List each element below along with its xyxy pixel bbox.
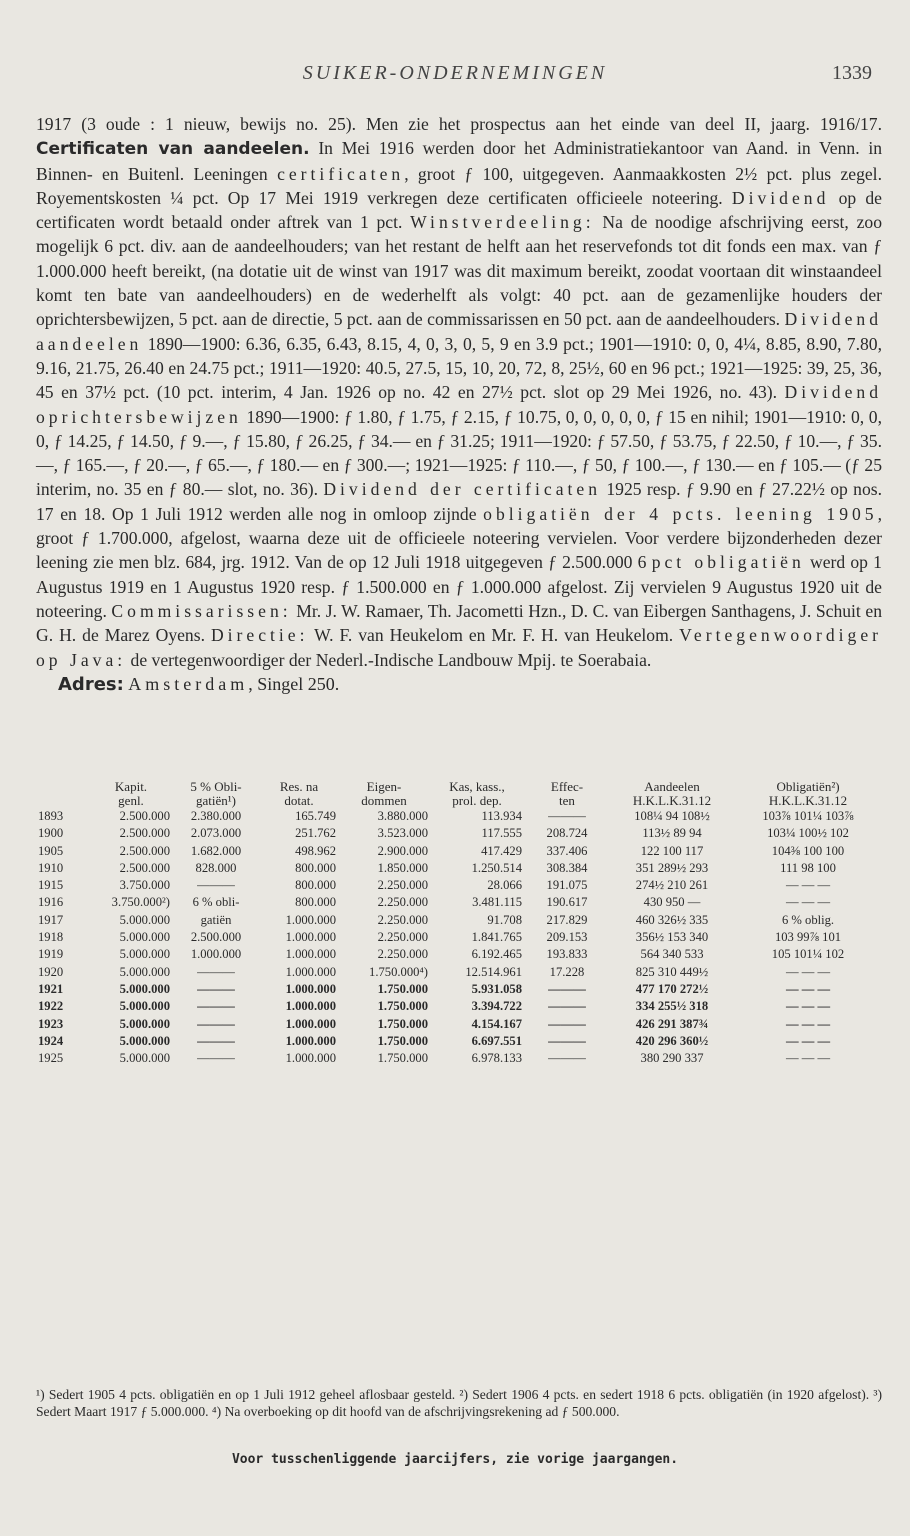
table-cell-eigen: 1.750.000 xyxy=(377,1033,428,1048)
table-cell-kas: 113.934 xyxy=(481,809,522,823)
table-cell-effec: 17.228 xyxy=(549,964,585,979)
table-cell-kas: 6.978.133 xyxy=(471,1051,522,1066)
column-header xyxy=(260,780,338,808)
table-cell-year: 1893 xyxy=(38,809,64,823)
table-cell-obl: 103⅞ 101¼ 103⅞ xyxy=(762,809,854,823)
table-row xyxy=(30,1016,882,1033)
table-cell-year: 1910 xyxy=(38,860,64,875)
spaced-dividend-oprichters: Dividend oprichtersbewijzen xyxy=(36,382,882,427)
spaced-amsterdam: Amsterdam xyxy=(128,673,249,694)
spaced-pct-obligatien: pct obligatiën xyxy=(651,552,805,573)
table-row xyxy=(30,946,882,963)
table-cell-oblig: 1.000.000 xyxy=(190,947,242,962)
body-text-3: , groot ƒ 100, uitgegeven. Aanmaakkosten 2½ pct. plus zegel. Royementskosten ¼ pct. Op 17 Mei 1919 verkregen deze certificaten officieele noteering. xyxy=(36,163,882,208)
table-cell-res: 1.000.000 xyxy=(285,1033,336,1048)
closing-note: Voor tusschenliggende jaarcijfers, zie vorige jaargangen. xyxy=(231,1452,679,1467)
table-cell-res: 1.000.000 xyxy=(285,981,336,996)
spaced-vertegenwoordiger: Vertegenwoordiger op Java: xyxy=(36,625,882,670)
table-cell-obl: — — — xyxy=(785,1033,831,1048)
table-row xyxy=(30,964,882,981)
table-cell-effec: ——— xyxy=(548,1033,586,1048)
table-cell-year: 1918 xyxy=(38,930,64,945)
table-cell-eigen: 1.750.000 xyxy=(377,999,428,1014)
table-cell-res: 1.000.000 xyxy=(285,930,336,945)
table-cell-obl: 105 101¼ 102 xyxy=(771,947,845,962)
table-row xyxy=(30,808,882,825)
table-cell-res: 800.000 xyxy=(295,860,336,875)
column-header-line1: Res. na xyxy=(279,779,319,794)
table-cell-eigen: 1.850.000 xyxy=(377,860,428,875)
table-cell-aand: 334 255½ 318 xyxy=(635,999,709,1014)
column-header-line1: Aandeelen xyxy=(644,779,700,794)
table-cell-obl: — — — xyxy=(785,1051,831,1066)
spaced-winstverdeeling: Winstverdeeling: xyxy=(410,212,595,233)
table-cell-effec: ——— xyxy=(548,999,586,1014)
table-row xyxy=(30,1050,882,1067)
table-row xyxy=(30,825,882,842)
table-cell-oblig: ——— xyxy=(197,981,235,996)
column-header-line1: Eigen- xyxy=(366,779,402,794)
table-cell-kapit: 5.000.000 xyxy=(119,964,170,979)
table-cell-year: 1915 xyxy=(38,878,64,893)
table-cell-eigen: 1.750.000⁴) xyxy=(369,964,428,979)
table-cell-aand: 380 290 337 xyxy=(640,1051,704,1066)
table-cell-obl: 103¼ 100½ 102 xyxy=(767,826,849,841)
table-cell-eigen: 3.523.000 xyxy=(377,826,428,841)
heading-adres: Adres: xyxy=(58,673,124,695)
table-cell-eigen: 2.900.000 xyxy=(377,843,428,858)
column-header xyxy=(30,780,90,808)
financial-table-grid xyxy=(30,780,882,1067)
column-header xyxy=(734,780,882,808)
page-header xyxy=(0,56,910,90)
table-cell-kas: 417.429 xyxy=(481,843,522,858)
table-cell-year: 1925 xyxy=(38,1051,64,1066)
table-cell-eigen: 3.880.000 xyxy=(377,809,428,823)
column-header-line2: gatiën¹) xyxy=(196,793,236,808)
table-cell-effec: 190.617 xyxy=(546,895,588,910)
table-row xyxy=(30,998,882,1015)
table-cell-res: 498.962 xyxy=(295,843,336,858)
table-cell-kapit: 5.000.000 xyxy=(119,947,170,962)
column-header xyxy=(172,780,260,808)
table-cell-obl: 6 % oblig. xyxy=(781,912,835,927)
table-cell-kas: 91.708 xyxy=(487,912,522,927)
table-cell-obl: — — — xyxy=(785,1016,831,1031)
table-cell-aand: 564 340 533 xyxy=(640,947,704,962)
table-cell-kapit: 2.500.000 xyxy=(119,860,170,875)
table-cell-kapit: 3.750.000²) xyxy=(111,895,170,910)
table-row xyxy=(30,981,882,998)
column-header-line2: dommen xyxy=(361,793,407,808)
table-cell-year: 1905 xyxy=(38,843,64,858)
table-cell-kas: 12.514.961 xyxy=(465,964,522,979)
table-cell-aand: 113½ 89 94 xyxy=(642,826,702,841)
table-row xyxy=(30,912,882,929)
table-cell-res: 1.000.000 xyxy=(285,912,336,927)
table-cell-kas: 1.250.514 xyxy=(471,860,522,875)
body-paragraph xyxy=(36,112,882,697)
spaced-dividend: Dividend xyxy=(731,187,830,208)
table-cell-eigen: 1.750.000 xyxy=(377,981,428,996)
table-cell-res: 1.000.000 xyxy=(285,964,336,979)
column-header xyxy=(90,780,172,808)
table-cell-kapit: 5.000.000 xyxy=(119,930,170,945)
table-cell-aand: 460 326½ 335 xyxy=(635,912,709,927)
table-cell-res: 1.000.000 xyxy=(285,947,336,962)
table-cell-oblig: ——— xyxy=(197,1033,235,1048)
table-cell-res: 1.000.000 xyxy=(285,1051,336,1066)
body-text-7: 1890—1900: ƒ 1.80, ƒ 1.75, ƒ 2.15, ƒ 10.75, 0, 0, 0, 0, 0, ƒ 15 en nihil; 1901—1910: 0, 0, 0, ƒ 14.25, ƒ 14.50, ƒ 9.—, ƒ 15.80, ƒ 26.25, ƒ 34.— en ƒ 31.25; 1911—1920: ƒ 57.50, ƒ 53.75, ƒ 22.50, ƒ 10.—, ƒ 35.—, ƒ 165.—, ƒ 20.—, ƒ 65.—, ƒ 180.— en ƒ 300.—; 1921—1925: ƒ 110.—, ƒ 50, ƒ 100.—, ƒ 130.— en ƒ 105.— (ƒ 25 interim, no. 35 en ƒ 80.— slot, no. 36). xyxy=(36,406,882,500)
table-cell-aand: 351 289½ 293 xyxy=(635,860,709,875)
table-body xyxy=(30,808,882,1067)
body-text-12: W. F. van Heukelom en Mr. F. H. van Heukelom. xyxy=(308,625,680,646)
table-cell-oblig: 6 % obli- xyxy=(192,895,240,910)
table-cell-kapit: 5.000.000 xyxy=(119,1051,170,1066)
table-row xyxy=(30,894,882,911)
body-text-4: op de certificaten wordt betaald onder aftrek van 1 pct. xyxy=(36,187,882,233)
table-cell-kas: 5.931.058 xyxy=(471,981,522,996)
table-cell-kas: 117.555 xyxy=(481,826,522,841)
column-header-line2: prol. dep. xyxy=(452,793,502,808)
body-text-14: , Singel 250. xyxy=(248,673,340,694)
body-text-13: de vertegenwoordiger der Nederl.-Indische Landbouw Mpij. te Soerabaia. xyxy=(126,649,652,670)
table-cell-obl: — — — xyxy=(785,964,831,979)
table-cell-oblig: 2.073.000 xyxy=(190,826,242,841)
column-header xyxy=(430,780,524,808)
table-row xyxy=(30,929,882,946)
table-cell-oblig: ——— xyxy=(197,1016,235,1031)
table-cell-year: 1916 xyxy=(38,895,64,910)
column-header-line1: Effec- xyxy=(550,779,584,794)
table-cell-res: 165.749 xyxy=(295,809,336,823)
table-cell-oblig: ——— xyxy=(197,1051,235,1066)
table-cell-res: 800.000 xyxy=(295,895,336,910)
table-cell-obl: 111 98 100 xyxy=(780,860,836,875)
table-row xyxy=(30,877,882,894)
column-header-line2: ten xyxy=(559,793,575,808)
table-cell-year: 1917 xyxy=(38,912,64,927)
table-cell-aand: 426 291 387¾ xyxy=(635,1016,709,1031)
table-cell-res: 251.762 xyxy=(295,826,336,841)
table-cell-kapit: 2.500.000 xyxy=(119,826,170,841)
table-row xyxy=(30,1033,882,1050)
table-cell-effec: 308.384 xyxy=(546,860,588,875)
column-header-line1: 5 % Obli- xyxy=(190,779,242,794)
table-cell-aand: 420 296 360½ xyxy=(635,1033,709,1048)
table-cell-res: 800.000 xyxy=(295,878,336,893)
table-cell-oblig: 2.380.000 xyxy=(190,809,242,823)
table-cell-kapit: 5.000.000 xyxy=(119,1033,170,1048)
table-cell-aand: 356½ 153 340 xyxy=(635,930,709,945)
table-cell-eigen: 2.250.000 xyxy=(377,878,428,893)
column-header-line2: H.K.L.K.31.12 xyxy=(632,793,712,808)
table-cell-oblig: ——— xyxy=(197,999,235,1014)
table-cell-eigen: 2.250.000 xyxy=(377,947,428,962)
table-row xyxy=(30,860,882,877)
table-cell-effec: 191.075 xyxy=(546,878,588,893)
body-text-1: 1917 (3 oude : 1 nieuw, bewijs no. 25). Men zie het prospectus aan het einde van deel II, jaarg. 1916/17. xyxy=(36,114,882,134)
table-cell-aand: 477 170 272½ xyxy=(635,981,709,996)
body-text-6: 1890—1900: 6.36, 6.35, 6.43, 8.15, 4, 0, 3, 0, 5, 9 en 3.9 pct.; 1901—1910: 0, 0, 4¼, 8.85, 8.90, 7.80, 9.16, 21.75, 26.40 en 24.75 pct.; 1911—1920: 40.5, 27.5, 15, 10, 20, 72, 8, 25½, 60 en 96 pct.; 1921—1925: 39, 25, 36, 45 en 37½ pct. (10 pct. interim, 4 Jan. 1926 op no. 42 en 27½ pct. slot op 29 Mei 1926, no. 43). xyxy=(36,333,882,403)
table-cell-year: 1920 xyxy=(38,964,64,979)
table-cell-res: 1.000.000 xyxy=(285,999,336,1014)
financial-table xyxy=(30,780,882,1067)
table-cell-obl: — — — xyxy=(785,999,831,1014)
table-header-row xyxy=(30,780,882,808)
body-text-11: Mr. J. W. Ramaer, Th. Jacometti Hzn., D. C. van Eibergen Santhagens, J. Schuit en G. H. de Marez Oyens. xyxy=(36,600,882,646)
table-cell-year: 1924 xyxy=(38,1033,64,1048)
table-cell-effec: 209.153 xyxy=(546,930,588,945)
column-header-line1: Obligatiën²) xyxy=(776,779,840,794)
table-cell-eigen: 2.250.000 xyxy=(377,912,428,927)
table-cell-kas: 6.192.465 xyxy=(471,947,522,962)
table-cell-eigen: 2.250.000 xyxy=(377,930,428,945)
table-cell-kas: 3.394.722 xyxy=(471,999,522,1014)
table-cell-eigen: 2.250.000 xyxy=(377,895,428,910)
table-cell-kas: 28.066 xyxy=(487,878,522,893)
table-cell-obl: 104⅜ 100 100 xyxy=(771,843,845,858)
spaced-dividend-certificaten: Dividend der certificaten xyxy=(323,479,602,500)
table-cell-res: 1.000.000 xyxy=(285,1016,336,1031)
table-cell-eigen: 1.750.000 xyxy=(377,1016,428,1031)
body-text-8: 1925 resp. ƒ 9.90 en ƒ 27.22½ op nos. 17 en 18. Op 1 Juli 1912 werden alle nog in omloop zijnde xyxy=(36,479,883,524)
table-cell-kas: 4.154.167 xyxy=(471,1016,522,1031)
table-cell-aand: 108¼ 94 108½ xyxy=(634,809,710,823)
table-cell-kapit: 5.000.000 xyxy=(119,1016,170,1031)
table-cell-aand: 430 950 — xyxy=(643,895,701,910)
table-cell-oblig: ——— xyxy=(197,964,235,979)
spaced-dividend-aandeelen: Dividend aandeelen xyxy=(36,309,882,354)
page-number: 1339 xyxy=(832,62,872,84)
body-text-9: , groot ƒ 1.700.000, afgelost, waarna deze uit de officieele noteering vervielen. Voor verdere bijzonderheden dezer leening zie men blz. 684, jrg. 1912. Van de op 12 Juli 1918 uitgegeven ƒ 2.500.000 6 xyxy=(36,503,882,573)
table-cell-oblig: 1.682.000 xyxy=(190,843,242,858)
table-cell-obl: — — — xyxy=(785,878,831,893)
heading-certificaten: Certificaten van aandeelen. xyxy=(36,139,310,160)
column-header-line2: genl. xyxy=(118,793,144,808)
table-cell-effec: ——— xyxy=(548,981,586,996)
table-cell-aand: 274½ 210 261 xyxy=(635,878,709,893)
table-cell-kapit: 5.000.000 xyxy=(119,912,170,927)
table-cell-obl: 103 99⅞ 101 xyxy=(774,930,842,945)
spaced-certificaten: certificaten xyxy=(277,163,405,184)
table-cell-effec: 208.724 xyxy=(546,826,588,841)
column-header-line1: Kapit. xyxy=(114,779,148,794)
table-cell-effec: 217.829 xyxy=(546,912,588,927)
table-cell-oblig: 2.500.000 xyxy=(190,930,242,945)
footnote: ¹) Sedert 1905 4 pcts. obligatiën en op 1 Juli 1912 geheel aflosbaar gesteld. ²) Sedert 1906 4 pcts. en sedert 1918 6 pcts. obligatiën (in 1920 afgelost). ³) Sedert Maart 1917 ƒ 5.000.000. ⁴) Na overboeking op dit hoofd van de afschrijvingsrekening ad ƒ 500.000. xyxy=(36,1387,882,1419)
column-header xyxy=(338,780,430,808)
running-title: SUIKER-ONDERNEMINGEN xyxy=(302,62,608,84)
body-text-5: Na de noodige afschrijving eerst, zoo mogelijk 6 pct. div. aan de aandeelhouders; van het restant de helft aan het reservefonds tot dit fonds een max. van ƒ 1.000.000 heeft bereikt, (na dotatie uit de winst van 1917 was dit maximum bereikt, zoodat voortaan dit winstaandeel komt ten bate van aandeelhouders) en de wederhelft als volgt: 40 pct. aan de gezamenlijke houders der oprichtersbewijzen, 5 pct. aan de directie, 5 pct. aan de commissarissen en 50 pct. aan de aandeelhouders. xyxy=(36,212,882,330)
table-cell-aand: 122 100 117 xyxy=(640,843,704,858)
table-cell-kapit: 3.750.000 xyxy=(119,878,170,893)
table-cell-obl: — — — xyxy=(785,981,831,996)
table-cell-effec: ——— xyxy=(548,809,586,823)
table-cell-year: 1921 xyxy=(38,981,64,996)
table-cell-effec: ——— xyxy=(548,1016,586,1031)
table-cell-oblig: ——— xyxy=(197,878,235,893)
table-cell-effec: 337.406 xyxy=(546,843,588,858)
table-cell-kapit: 2.500.000 xyxy=(119,843,170,858)
table-cell-year: 1919 xyxy=(38,947,64,962)
table-cell-oblig: gatiën xyxy=(200,912,232,927)
table-cell-eigen: 1.750.000 xyxy=(377,1051,428,1066)
table-cell-year: 1923 xyxy=(38,1016,64,1031)
spaced-obligatien-1905: obligatiën der 4 pcts. leening 1905 xyxy=(483,503,878,524)
column-header-line2: dotat. xyxy=(284,793,314,808)
body-text-2: In Mei 1916 werden door het Administratiekantoor van Aand. in Venn. in Binnen- en Buitenl. Leeningen xyxy=(36,138,883,184)
table-cell-kas: 3.481.115 xyxy=(472,895,522,910)
column-header-line1: Kas, kass., xyxy=(449,779,505,794)
table-cell-kapit: 5.000.000 xyxy=(119,981,170,996)
table-cell-aand: 825 310 449½ xyxy=(635,964,709,979)
column-header xyxy=(524,780,610,808)
table-row xyxy=(30,843,882,860)
column-header-line2: H.K.L.K.31.12 xyxy=(768,793,848,808)
spaced-directie: Directie: xyxy=(210,625,309,646)
table-cell-year: 1922 xyxy=(38,999,64,1014)
table-cell-obl: — — — xyxy=(785,895,831,910)
column-header xyxy=(610,780,734,808)
table-cell-year: 1900 xyxy=(38,826,64,841)
table-cell-effec: ——— xyxy=(548,1051,586,1066)
table-cell-kas: 1.841.765 xyxy=(471,930,522,945)
spaced-commissarissen: Commissarissen: xyxy=(111,600,292,621)
table-cell-kapit: 5.000.000 xyxy=(119,999,170,1014)
table-cell-oblig: 828.000 xyxy=(195,860,237,875)
table-cell-kas: 6.697.551 xyxy=(471,1033,522,1048)
table-cell-effec: 193.833 xyxy=(546,947,588,962)
body-text-10: werd op 1 Augustus 1919 en 1 Augustus 1920 resp. ƒ 1.500.000 en ƒ 1.000.000 afgelost. Zij vervielen 9 Augustus 1920 uit de noteering. xyxy=(36,552,882,621)
table-cell-kapit: 2.500.000 xyxy=(119,809,170,823)
